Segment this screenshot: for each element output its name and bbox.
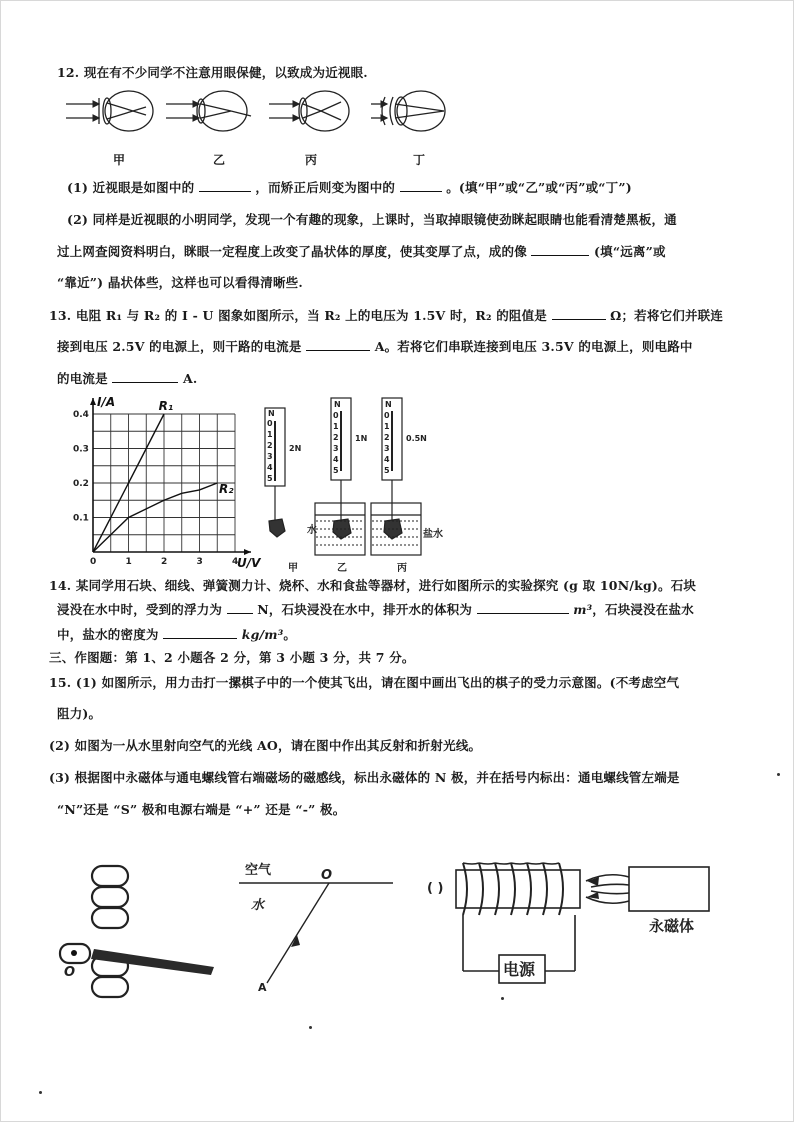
speck — [501, 997, 504, 1000]
svg-text:0: 0 — [267, 419, 273, 428]
scale-label-bing: 丙 — [397, 563, 407, 574]
r2-label: R₂ — [219, 482, 234, 496]
q12-part1: (1) 近视眼是如图中的 ，而矫正后则变为图中的 。(填“甲”或“乙”或“丙”或“丁”) — [67, 180, 632, 195]
q13-line2: 接到电压 2.5V 的电源上，则干路的电流是 A。若将它们串联连接到电压 3.5V 的电源上，则电路中 — [57, 339, 693, 354]
svg-text:2: 2 — [333, 433, 339, 442]
permanent-magnet — [629, 867, 709, 911]
q15-part2: (2) 如图为一从水里射向空气的光线 AO，请在图中作出其反射和折射光线。 — [49, 738, 482, 753]
q12-part2-line3: “靠近”) 晶状体些，这样也可以看得清晰些. — [57, 275, 303, 290]
svg-text:5: 5 — [333, 466, 339, 475]
eye-label-jia: 甲 — [113, 153, 126, 167]
liquid-saltwater: 盐水 — [423, 529, 443, 540]
q15-part1-line2: 阻力)。 — [57, 706, 102, 721]
liquid-water: 水 — [307, 525, 317, 536]
y-axis-label: I/A — [97, 395, 116, 409]
x-tick-label: 3 — [196, 557, 203, 567]
svg-text:3: 3 — [384, 444, 390, 453]
svg-text:2: 2 — [267, 441, 273, 450]
svg-text:5: 5 — [267, 474, 273, 483]
x-tick-label: 4 — [232, 557, 239, 567]
y-tick-label: 0.4 — [73, 410, 89, 420]
x-tick-label: 0 — [90, 557, 97, 567]
y-tick-label: 0.3 — [73, 444, 89, 455]
q12-part2-line2: 过上网查阅资料明白，眯眼一定程度上改变了晶状体的厚度，使其变厚了点，成的像 (填“远离”或 — [57, 244, 666, 259]
svg-text:1: 1 — [384, 422, 390, 431]
q15-part1-line1: 15. (1) 如图所示，用力击打一摞棋子中的一个使其飞出，请在图中画出飞出的棋子的受力示意图。(不考虑空气 — [49, 675, 680, 690]
scale-jia-n: N — [268, 409, 275, 418]
svg-text:4: 4 — [384, 455, 390, 464]
speck — [39, 1091, 42, 1094]
svg-text:1: 1 — [333, 422, 339, 431]
q14-line3: 中，盐水的密度为 kg/m³。 — [57, 627, 297, 642]
scale-label-yi: 乙 — [337, 563, 347, 574]
svg-text:5: 5 — [384, 466, 390, 475]
q14-line2: 浸没在水中时，受到的浮力为 N，石块浸没在水中，排开水的体积为 m³，石块浸没在盐水 — [57, 602, 694, 617]
q13-line1: 13. 电阻 R₁ 与 R₂ 的 I - U 图象如图所示，当 R₂ 上的电压为 1.5V 时，R₂ 的阻值是 Ω；若将它们并联连 — [49, 308, 724, 323]
x-tick-label: 2 — [161, 557, 168, 567]
q15-part3-line1: (3) 根据图中永磁体与通电螺线管右端磁场的磁感线，标出永磁体的 N 极，并在括号内标出：通电螺线管左端是 — [49, 770, 680, 785]
solenoid-bracket: ( ) — [427, 881, 444, 896]
q12-stem: 12. 现在有不少同学不注意用眼保健，以致成为近视眼. — [57, 65, 368, 80]
scale-yi-n: N — [334, 400, 341, 409]
scale-label-jia: 甲 — [288, 563, 298, 574]
svg-text:0: 0 — [384, 411, 390, 420]
label-air: 空气 — [245, 863, 272, 878]
power-label: 电源 — [503, 960, 536, 979]
x-tick-label: 1 — [125, 557, 132, 567]
scale-yi-reading: 1N — [355, 434, 368, 443]
q14-line1: 14. 某同学用石块、细线、弹簧测力计、烧杯、水和食盐等器材，进行如图所示的实验探究 (g 取 10N/kg)。石块 — [49, 578, 697, 593]
scale-bing-n: N — [385, 400, 392, 409]
y-tick-label: 0.2 — [73, 479, 89, 489]
section3-heading: 三、作图题：第 1、2 小题各 2 分，第 3 小题 3 分，共 7 分。 — [49, 650, 415, 665]
svg-text:3: 3 — [267, 452, 273, 461]
speck — [777, 773, 780, 776]
label-o: O — [321, 868, 333, 883]
q15-part3-line2: “N”还是 “S” 极和电源右端是 “+” 还是 “-” 极。 — [57, 802, 346, 817]
eye-label-yi: 乙 — [213, 153, 226, 167]
svg-text:4: 4 — [333, 455, 339, 464]
checker-o-label: O — [64, 965, 76, 980]
speck — [309, 1026, 312, 1029]
scale-jia-reading: 2N — [289, 444, 302, 453]
svg-text:0: 0 — [333, 411, 339, 420]
r1-label: R₁ — [158, 399, 174, 413]
eye-label-ding: 丁 — [413, 153, 426, 167]
y-tick-label: 0.1 — [73, 513, 89, 524]
scale-bing-reading: 0.5N — [406, 434, 427, 443]
q13-line3: 的电流是 A. — [57, 371, 198, 386]
svg-text:1: 1 — [267, 430, 273, 439]
label-water: 水 — [251, 898, 265, 913]
svg-text:3: 3 — [333, 444, 339, 453]
svg-text:2: 2 — [384, 433, 390, 442]
x-axis-label: U/V — [237, 556, 261, 570]
label-a: A — [258, 981, 267, 994]
q12-part2-line1: (2) 同样是近视眼的小明同学，发现一个有趣的现象，上课时，当取掉眼镜使劲眯起眼睛也能看清楚黑板，通 — [67, 212, 677, 227]
solenoid-figure — [1, 1, 794, 1123]
svg-text:4: 4 — [267, 463, 273, 472]
eye-label-bing: 丙 — [305, 153, 318, 167]
magnet-label: 永磁体 — [649, 917, 695, 935]
